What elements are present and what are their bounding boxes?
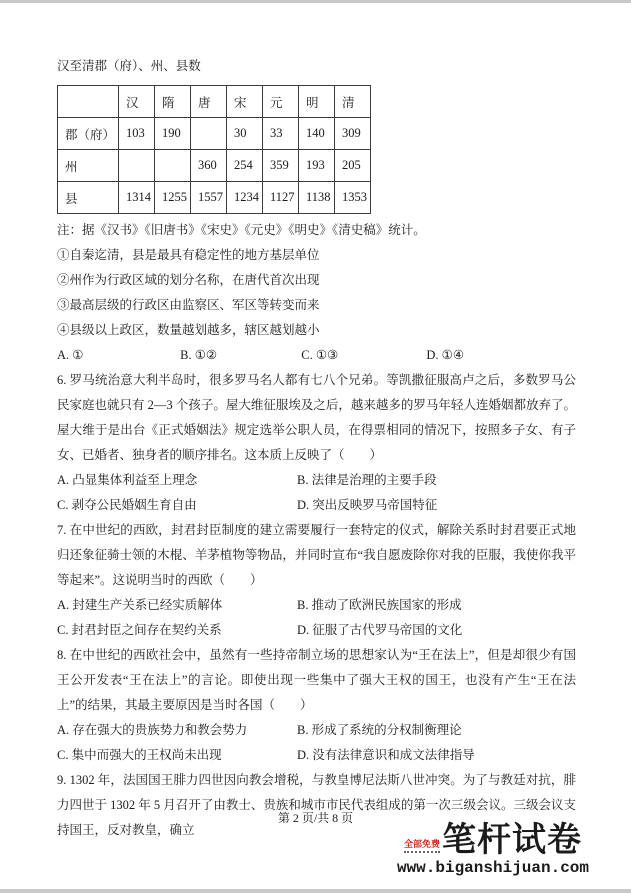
table-cell: 1127 (263, 182, 299, 214)
option-d: D. ①④ (426, 348, 465, 362)
question-6-stem: 6. 罗马统治意大利半岛时，很多罗马名人都有七八个兄弟。等凯撒征服高卢之后，多数罗马公民家庭也就只有 2—3 个孩子。屋大维征服埃及之后，越来越多的罗马年轻人连婚姻都放弃了。屋大维于是出台《正式婚姻法》规定选举公职人员，在得票相同的情况下，按照多子女、有子女、已婚者、独身者的顺序排名。这本质上反映了（ ） (57, 373, 576, 462)
page-bottom-edge (0, 889, 631, 893)
option-c: C. ①③ (301, 348, 339, 362)
option-d: D. 突出反映罗马帝国特征 (297, 498, 438, 512)
table-cell: 1138 (299, 182, 335, 214)
table-row-label: 州 (58, 150, 119, 182)
option-c: C. 封君封臣之间存在契约关系 (57, 623, 222, 637)
statement-2: ②州作为行政区域的划分名称，在唐代首次出现 (57, 273, 320, 287)
option-c: C. 集中而强大的王权尚未出现 (57, 748, 222, 762)
table-cell: 1234 (227, 182, 263, 214)
statement-3: ③最高层级的行政区由监察区、军区等转变而来 (57, 298, 320, 312)
table-header-cell: 隋 (155, 86, 191, 118)
table-header-cell: 明 (299, 86, 335, 118)
option-b: B. 形成了系统的分权制衡理论 (297, 723, 462, 737)
table-cell: 30 (227, 118, 263, 150)
table-cell: 103 (119, 118, 155, 150)
question-8-options-row (57, 743, 576, 768)
table-header-cell: 宋 (227, 86, 263, 118)
option-d: D. 征服了古代罗马帝国的文化 (297, 623, 463, 637)
table-cell (191, 118, 227, 150)
table-cell: 1255 (155, 182, 191, 214)
table-header-cell: 清 (335, 86, 371, 118)
table-row-label: 县 (58, 182, 119, 214)
option-c: C. 剥夺公民婚姻生育自由 (57, 498, 197, 512)
table-row (58, 182, 371, 214)
option-b: B. 法律是治理的主要手段 (297, 473, 437, 487)
statement-4: ④县级以上政区，数量越划越多，辖区越划越小 (57, 323, 320, 337)
statement-1: ①自秦迄清，县是最具有稳定性的地方基层单位 (57, 248, 320, 262)
table-cell (119, 150, 155, 182)
question-6-options-row (57, 468, 576, 493)
table-header-row (58, 86, 371, 118)
table-cell: 190 (155, 118, 191, 150)
watermark-brand-row (397, 824, 589, 858)
table-cell: 33 (263, 118, 299, 150)
table-cell: 1314 (119, 182, 155, 214)
question-7-options-row (57, 618, 576, 643)
option-a: A. 凸显集体利益至上理念 (57, 473, 198, 487)
question-6-options-row (57, 493, 576, 518)
question-7-stem: 7. 在中世纪的西欧，封君封臣制度的建立需要履行一套特定的仪式，解除关系时封君要正式地归还象征骑士领的木棍、羊茅植物等物品，并同时宣布“我自愿废除你对我的臣服，我使你我平等起来”。这说明当时的西欧（ ） (57, 523, 576, 587)
watermark-tagline: 全部免费 (404, 839, 440, 853)
table-cell: 309 (335, 118, 371, 150)
question-5-options-row (57, 343, 576, 368)
question-8-stem: 8. 在中世纪的西欧社会中，虽然有一些持帝制立场的思想家认为“王在法上”，但是却很少有国王公开发表“王在法上”的言论。即使出现一些集中了强大王权的国王，也没有产生“王在法上”的结果，其最主要原因是当时各国（ ） (57, 648, 576, 712)
option-a: A. 封建生产关系已经实质解体 (57, 598, 223, 612)
exam-page-content (57, 57, 576, 843)
table-header-cell: 汉 (119, 86, 155, 118)
question-7-options-row (57, 593, 576, 618)
table-row-label: 郡（府） (58, 118, 119, 150)
table-cell: 1557 (191, 182, 227, 214)
table-cell: 360 (191, 150, 227, 182)
table-cell: 359 (263, 150, 299, 182)
table-cell: 140 (299, 118, 335, 150)
page-number: 第 2 页/共 8 页 (277, 811, 354, 825)
table-row (58, 150, 371, 182)
question-8-options-row (57, 718, 576, 743)
table-header-cell (58, 86, 119, 118)
question-9-stem: 9. 1302 年，法国国王腓力四世因向教会增税，与教皇博尼法斯八世冲突。为了与教廷对抗，腓力四世于 1302 年 5 月召开了由教士、贵族和城市市民代表组成的第一次三级会议。三级会议支持国王，反对教皇，确立 (57, 773, 576, 837)
dynasty-stats-table (57, 85, 371, 214)
page-top-edge (0, 0, 631, 3)
table-cell: 1353 (335, 182, 371, 214)
watermark-brand-text: 笔杆试卷 (441, 822, 582, 859)
table-cell (155, 150, 191, 182)
table-header-cell: 元 (263, 86, 299, 118)
table-cell: 205 (335, 150, 371, 182)
option-a: A. ① (57, 348, 84, 362)
option-b: B. 推动了欧洲民族国家的形成 (297, 598, 462, 612)
option-b: B. ①② (180, 348, 218, 362)
watermark-logo (397, 824, 589, 879)
table-header-cell: 唐 (191, 86, 227, 118)
table-source-note: 注：据《汉书》《旧唐书》《宋史》《元史》《明史》《清史稿》统计。 (57, 223, 426, 237)
table-cell: 254 (227, 150, 263, 182)
table-row (58, 118, 371, 150)
table-title: 汉至清郡（府）、州、县数 (57, 59, 201, 73)
option-d: D. 没有法律意识和成文法律指导 (297, 748, 475, 762)
option-a: A. 存在强大的贵族势力和教会势力 (57, 723, 248, 737)
watermark-url: www.biganshijuan.com (396, 859, 589, 877)
table-cell: 193 (299, 150, 335, 182)
